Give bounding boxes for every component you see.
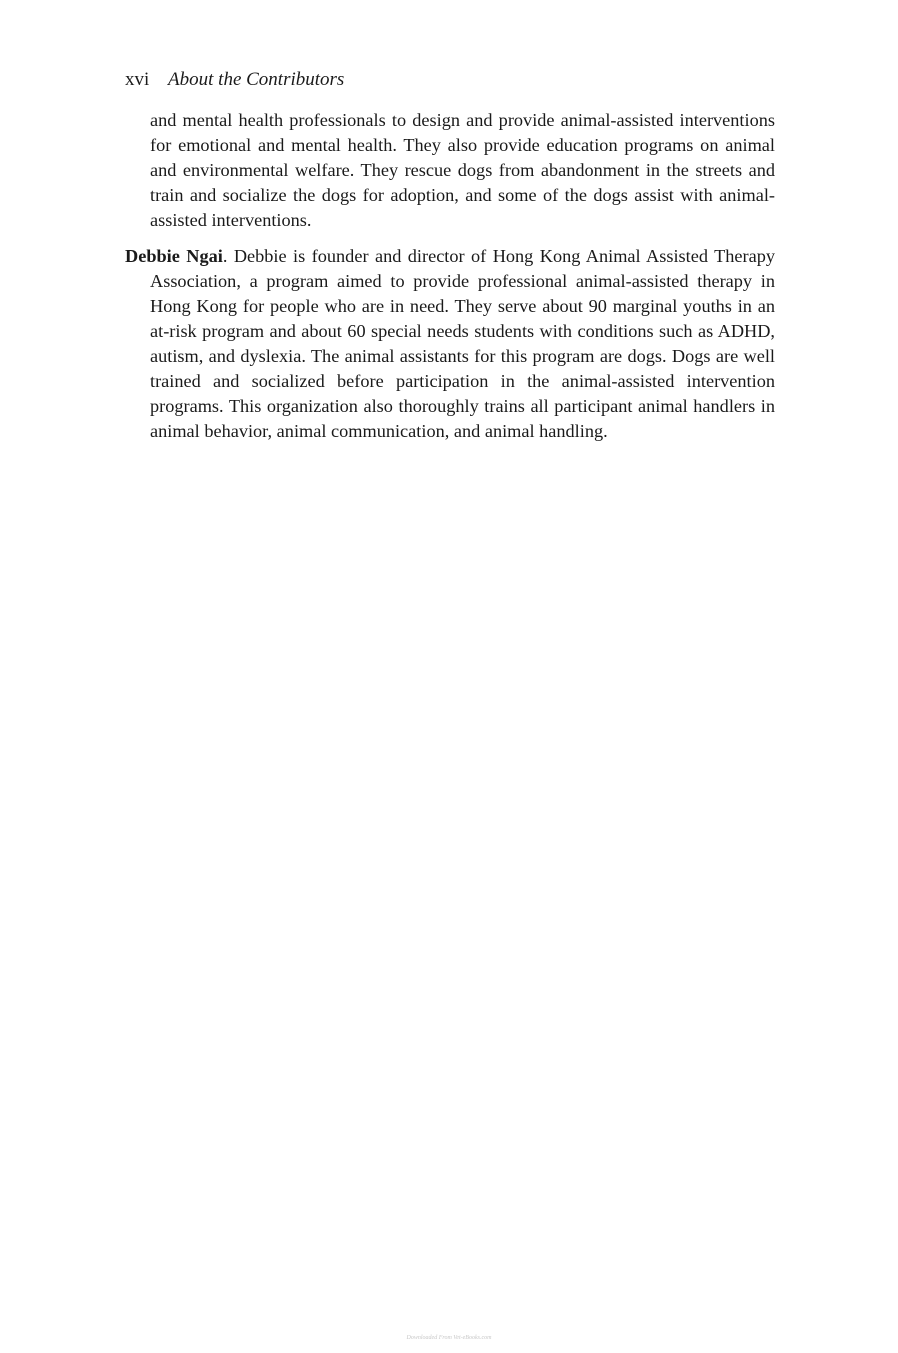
page-body [125, 108, 775, 444]
contributor-name: Debbie Ngai [125, 246, 223, 266]
running-head [125, 68, 344, 92]
page-number: xvi [125, 69, 150, 90]
download-watermark: Downloaded From Vet-eBooks.com [406, 1335, 492, 1341]
section-title: About the Contributors [168, 69, 345, 90]
contributor-bio: . Debbie is founder and director of Hong Kong Animal Assisted Therapy Association, a program aimed to provide professional animal-assisted therapy in Hong Kong for people who are in need. They serve about 90 marginal youths in an at-risk program and about 60 special needs students with conditions such as ADHD, autism, and dyslexia. The animal assistants for this program are dogs. Dogs are well trained and socialized before participation in the animal-assisted intervention programs. This organization also thoroughly trains all participant animal handlers in animal behavior, animal communication, and animal handling. [150, 246, 775, 441]
contributor-entry [125, 244, 775, 444]
continued-paragraph: and mental health professionals to design and provide animal-assisted interventions for emotional and mental health. They also provide education programs on animal and environmental welfare. They rescue dogs from abandonment in the streets and train and socialize the dogs for adoption, and some of the dogs assist with animal-assisted interventions. [150, 110, 775, 230]
